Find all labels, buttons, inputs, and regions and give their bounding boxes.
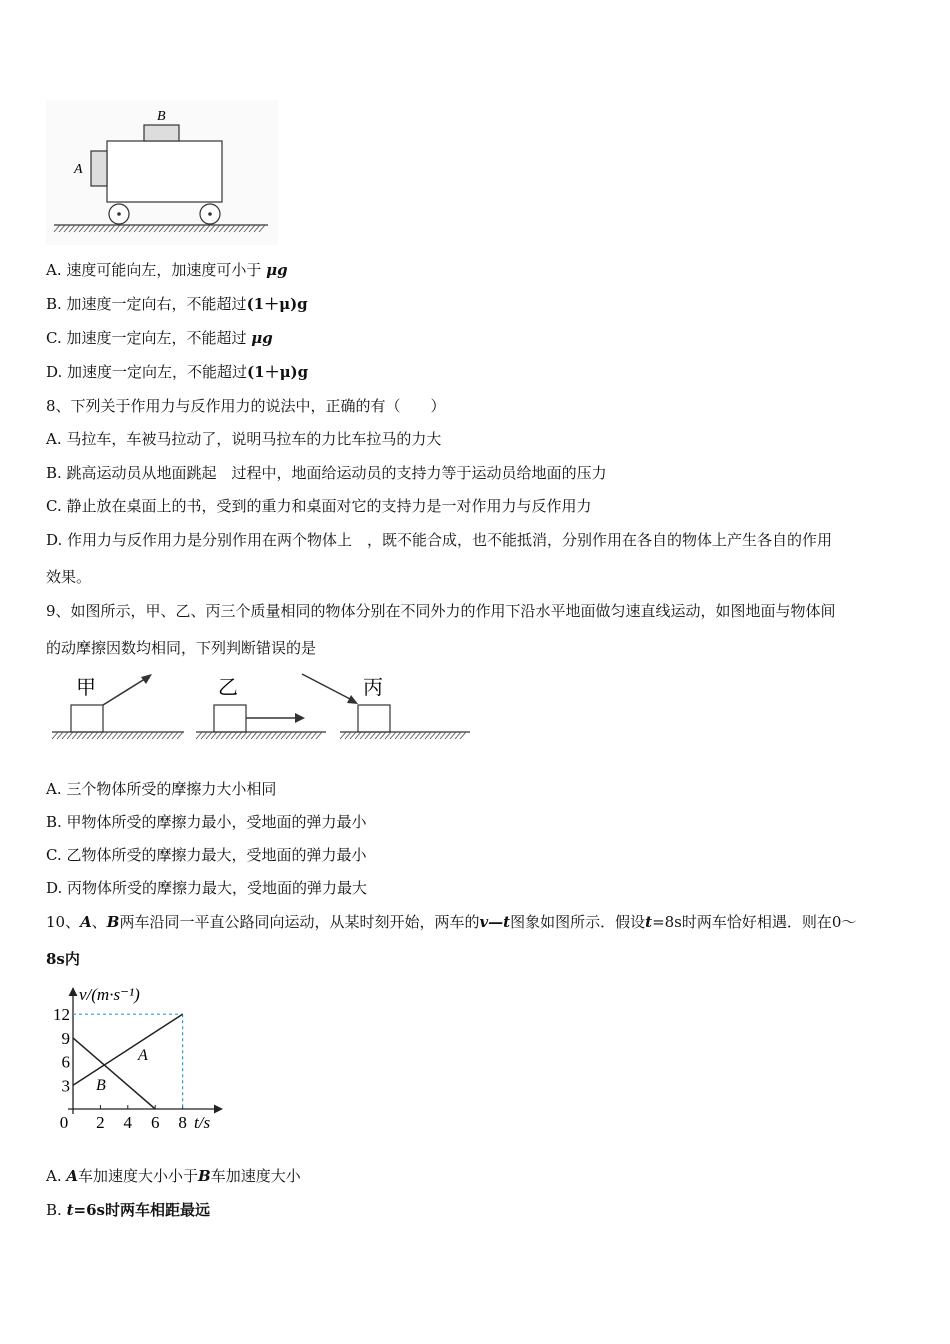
x-tick-label: 6 (150, 1113, 160, 1132)
q8-stem: 8、下列关于作用力与反作用力的说法中，正确的有（ ） (46, 397, 446, 415)
block-bing (358, 705, 390, 732)
q7-option-b: B. 加速度一定向右，不能超过(1＋μ)g (46, 295, 308, 313)
q8-option-c: C. 静止放在桌面上的书，受到的重力和桌面对它的支持力是一对作用力与反作用力 (46, 497, 592, 515)
block-b (144, 125, 179, 141)
label-b: B (157, 109, 166, 124)
q9-option-a: A. 三个物体所受的摩擦力大小相同 (46, 780, 277, 798)
q10-stem-line1: 10、A、B两车沿同一平直公路同向运动，从某时刻开始，两车的v—t图象如图所示．假设t=8s时两车恰好相遇．则在0～ (46, 913, 857, 931)
q9-option-b: B. 甲物体所受的摩擦力最小，受地面的弹力最小 (46, 813, 367, 831)
y-tick-label: 6 (61, 1052, 70, 1072)
q9-option-d: D. 丙物体所受的摩擦力最大，受地面的弹力最大 (46, 879, 368, 897)
q8-option-a: A. 马拉车，车被马拉动了，说明马拉车的力比车拉马的力大 (46, 430, 442, 448)
cart-body (107, 141, 222, 202)
label-yi: 乙 (218, 677, 238, 699)
force-arrow-jia (103, 677, 148, 705)
y-axis-label: v/(m·s⁻¹) (79, 985, 140, 1004)
y-tick-label: 3 (61, 1076, 70, 1096)
block-a (91, 151, 107, 186)
q10-stem-line2: 8s内 (46, 950, 80, 968)
q9-stem-line1: 9、如图所示，甲、乙、丙三个质量相同的物体分别在不同外力的作用下沿水平地面做匀速直线运动，如图地面与物体间 (46, 602, 836, 620)
y-tick-label: 9 (61, 1028, 70, 1048)
q10-option-a: A. A车加速度大小小于B车加速度大小 (46, 1167, 301, 1185)
q9-stem-line2: 的动摩擦因数均相同，下列判断错误的是 (46, 639, 317, 657)
block-yi (214, 705, 246, 732)
vt-graph (46, 980, 236, 1140)
q7-option-a: A. 速度可能向左，加速度可小于 μg (46, 261, 288, 279)
y-tick-label: 12 (53, 1005, 70, 1025)
line-a (73, 1014, 183, 1085)
x-tick-label: 4 (123, 1113, 133, 1132)
q8-option-b: B. 跳高运动员从地面跳起 过程中，地面给运动员的支持力等于运动员给地面的压力 (46, 464, 607, 482)
line-a-label: A (138, 1047, 148, 1064)
x-tick-label: 0 (59, 1113, 69, 1132)
q7-option-c: C. 加速度一定向左，不能超过 μg (46, 329, 273, 347)
label-a: A (74, 162, 83, 177)
x-axis-label: t/s (194, 1113, 211, 1132)
x-tick-label: 8 (178, 1113, 187, 1132)
q9-option-c: C. 乙物体所受的摩擦力最大，受地面的弹力最小 (46, 846, 367, 864)
q7-option-d: D. 加速度一定向左，不能超过(1＋μ)g (46, 363, 309, 381)
block-jia (71, 705, 103, 732)
x-tick-label: 2 (96, 1113, 105, 1132)
label-jia: 甲 (76, 677, 96, 699)
three-blocks-figure (46, 668, 476, 748)
force-arrow-bing (302, 674, 352, 700)
line-b-label: B (96, 1077, 106, 1094)
q10-option-b: B. t=6s时两车相距最远 (46, 1201, 210, 1219)
cart-figure (46, 100, 278, 245)
label-bing: 丙 (363, 677, 383, 699)
q8-option-d-line1: D. 作用力与反作用力是分别作用在两个物体上 ，既不能合成，也不能抵消，分别作用在各自的物体上产生各自的作用 (46, 531, 833, 549)
q8-option-d-line2: 效果。 (46, 568, 92, 586)
